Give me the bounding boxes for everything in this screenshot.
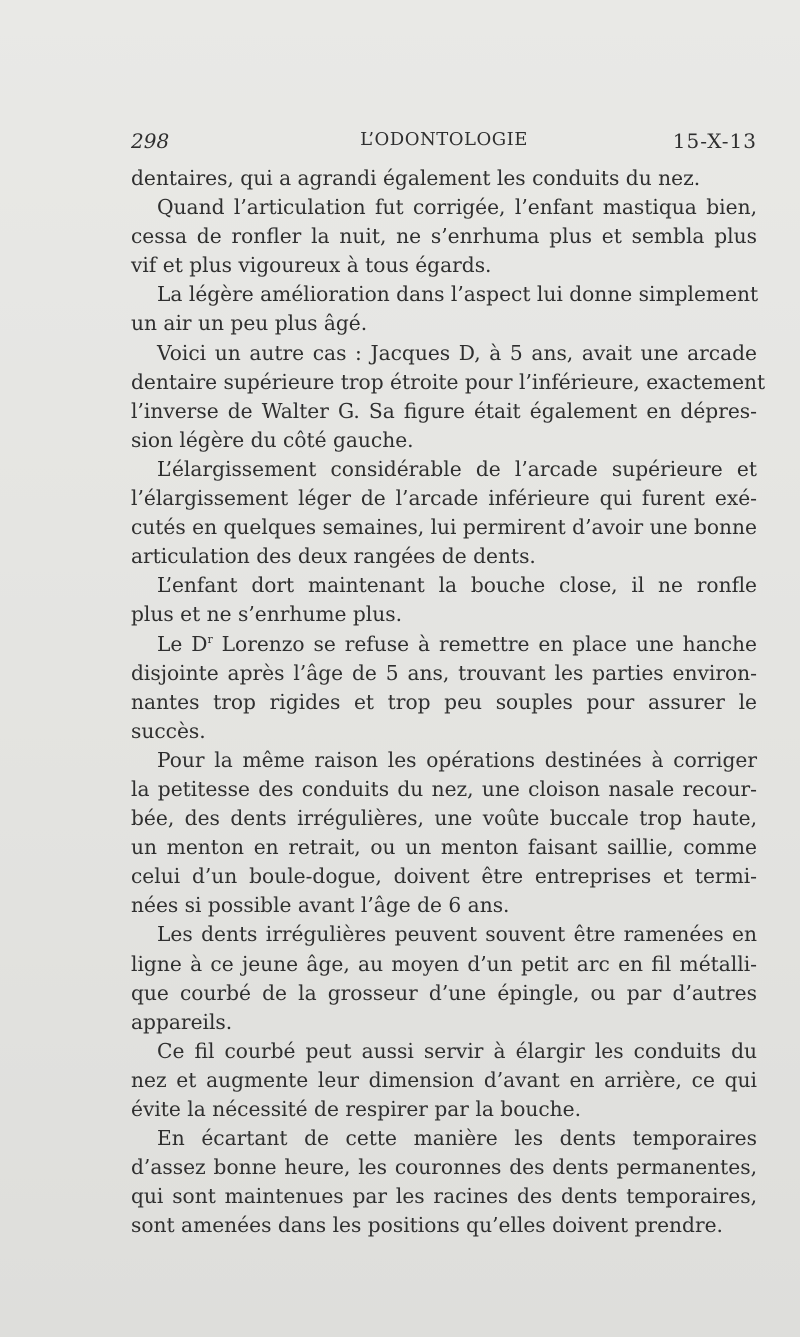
text-line: dentaires, qui a agrandi également les conduits du nez. [131, 166, 701, 190]
text-line: dentaire supérieure trop étroite pour l’inférieure, exactement [131, 369, 766, 394]
paragraph [131, 280, 757, 338]
text-line: ligne à ce jeune âge, au moyen d’un petit arc en fil métalli- [131, 951, 757, 976]
text-line: nées si possible avant l’âge de 6 ans. [131, 893, 510, 918]
text-line: sion légère du côté gauche. [131, 427, 414, 452]
running-header [131, 129, 757, 159]
text-line: bée, des dents irrégulières, une voûte buccale trop haute, [131, 806, 757, 831]
text-line: d’assez bonne heure, les couronnes des dents permanentes, [131, 1155, 757, 1180]
paragraph [131, 630, 757, 746]
text-line: Pour la même raison les opérations destinées à corriger [157, 747, 757, 772]
text-line [131, 630, 757, 659]
text-line: Voici un autre cas : Jacques D, à 5 ans, avait une arcade [157, 340, 757, 365]
text-line: En écartant de cette manière les dents temporaires [157, 1126, 757, 1151]
text-line: un menton en retrait, ou un menton faisant saillie, comme [131, 835, 757, 860]
text-line: l’inverse de Walter G. Sa figure était également en dépres- [131, 398, 757, 423]
paragraph [131, 455, 757, 571]
text-line: qui sont maintenues par les racines des dents temporaires, [131, 1184, 757, 1209]
paragraph [131, 339, 766, 455]
text-line: plus et ne s’enrhume plus. [131, 602, 403, 627]
text-line: Ce fil courbé peut aussi servir à élargir les conduits du [157, 1038, 757, 1063]
paragraph [131, 571, 757, 629]
text-line: évite la nécessité de respirer par la bouche. [131, 1097, 582, 1121]
dr-prefix: Le D [157, 631, 208, 656]
text-line: nantes trop rigides et trop peu souples pour assurer le [131, 689, 757, 714]
issue-date: 15-X-13 [672, 129, 757, 153]
text-line: La légère amélioration dans l’aspect lui donne simplement [157, 282, 759, 307]
text-line: L’élargissement considérable de l’arcade supérieure et [157, 456, 757, 481]
text-line: L’enfant dort maintenant la bouche close, il ne ronfle [157, 573, 757, 598]
body-text [131, 164, 766, 1240]
text-line: vif et plus vigoureux à tous égards. [131, 253, 492, 278]
text-line: sont amenées dans les positions qu’elles doivent prendre. [131, 1213, 723, 1238]
paragraph [131, 1124, 757, 1240]
text-line: la petitesse des conduits du nez, une cloison nasale recour- [131, 776, 757, 801]
paragraph [131, 164, 757, 193]
text-line: appareils. [131, 1009, 233, 1034]
text-line: nez et augmente leur dimension d’avant en arrière, ce qui [131, 1067, 757, 1092]
dr-superscript: r [207, 632, 213, 646]
text-line: Les dents irrégulières peuvent souvent être ramenées en [157, 922, 757, 947]
text-line: cutés en quelques semaines, lui permirent d’avoir une bonne [131, 515, 757, 540]
dr-rest: Lorenzo se refuse à remettre en place une hanche [212, 631, 757, 656]
text-line: celui d’un boule-dogue, doivent être entreprises et termi- [131, 864, 757, 889]
text-line: Quand l’articulation fut corrigée, l’enfant mastiqua bien, [157, 195, 757, 220]
paragraph [131, 193, 757, 280]
page-number: 298 [131, 129, 170, 153]
text-line: disjointe après l’âge de 5 ans, trouvant les parties environ- [131, 660, 757, 685]
running-title: L’ODONTOLOGIE [360, 129, 528, 150]
text-line: cessa de ronfler la nuit, ne s’enrhuma plus et sembla plus [131, 224, 757, 249]
text-line: l’élargissement léger de l’arcade inférieure qui furent exé- [131, 486, 757, 511]
text-line: succès. [131, 718, 206, 743]
paragraph [131, 920, 757, 1036]
text-line: un air un peu plus âgé. [131, 311, 368, 336]
paragraph [131, 1037, 757, 1124]
text-line: que courbé de la grosseur d’une épingle, ou par d’autres [131, 980, 757, 1005]
text-line: articulation des deux rangées de dents. [131, 544, 536, 569]
paragraph [131, 746, 757, 921]
